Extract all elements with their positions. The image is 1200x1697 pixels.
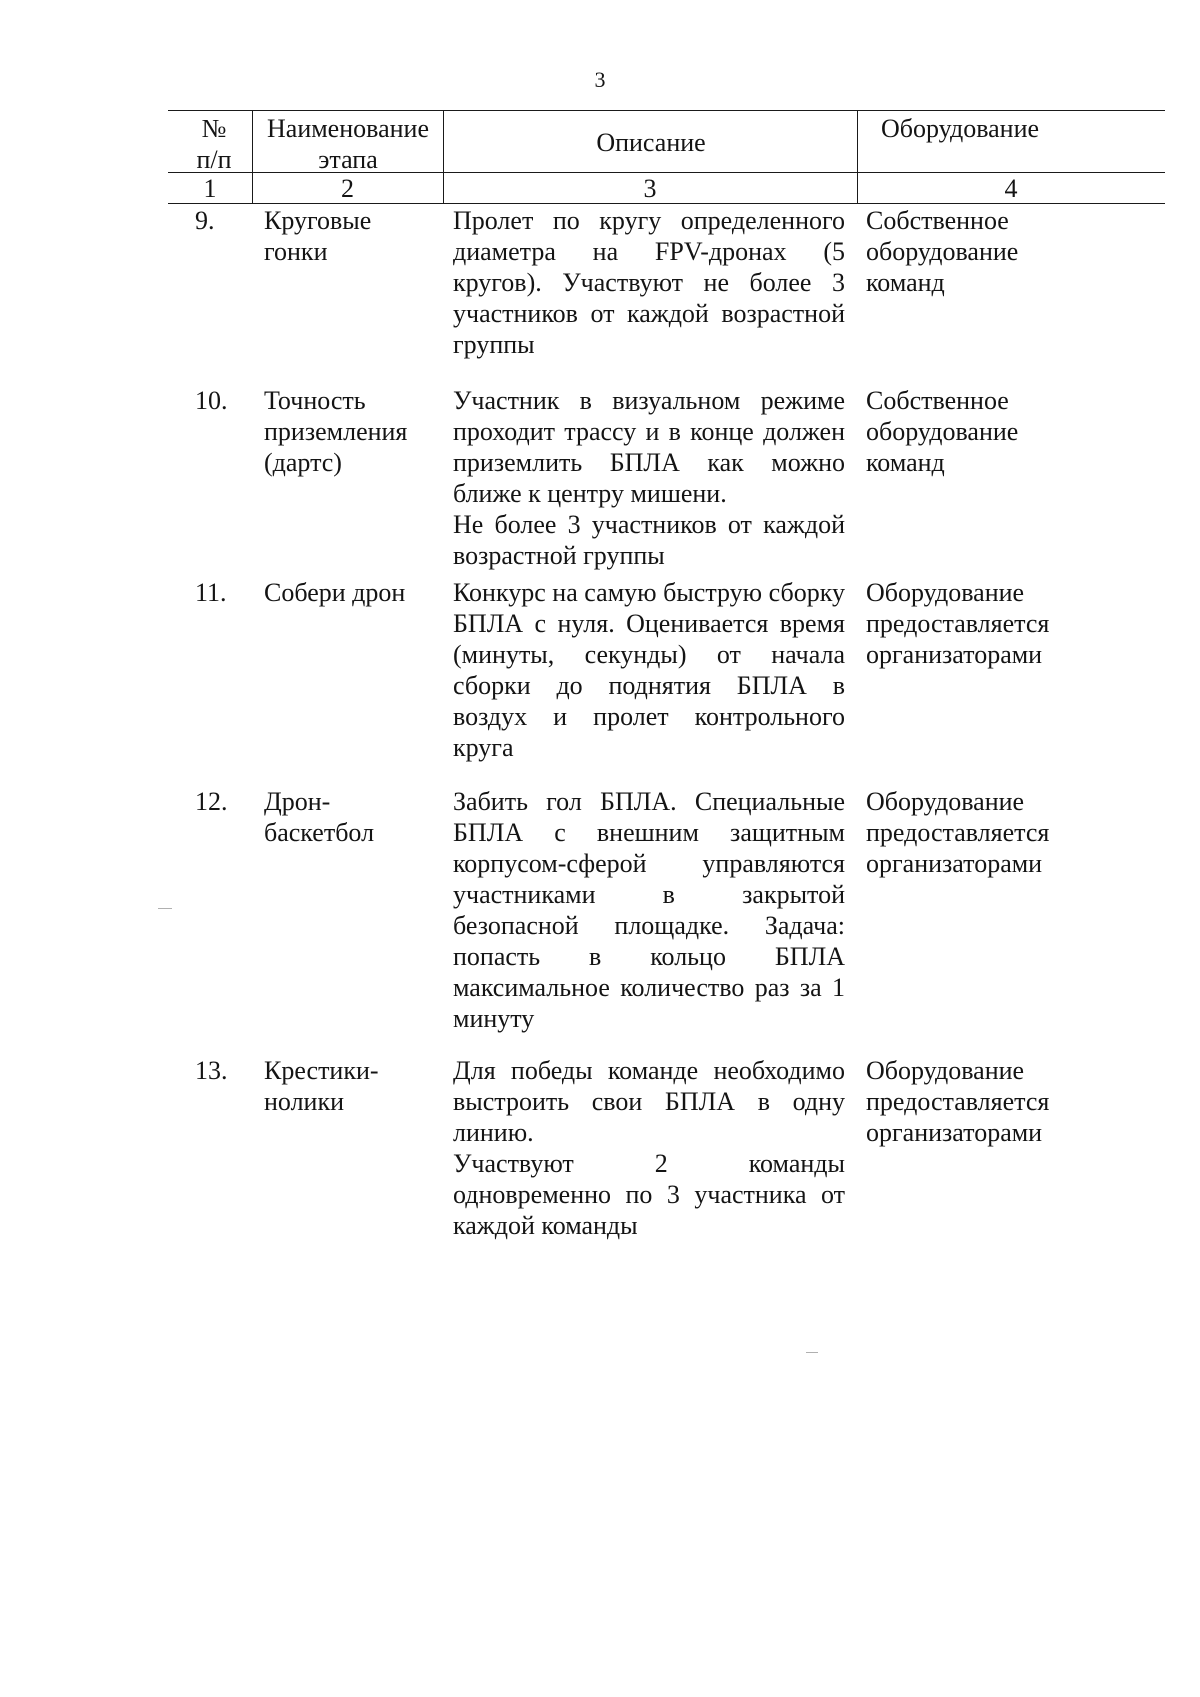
row-12-stage: Дрон-баскетбол (264, 787, 375, 847)
row-9-description (453, 205, 845, 360)
row-9-description-paragraph-1: Пролет по кругу определенного диаметра на FPV-дронах (5 кругов). Участвуют не более 3 участников от каждой возрастной группы (453, 206, 845, 359)
row-11-description-paragraph-1: Конкурс на самую быструю сборку БПЛА с нуля. Оценивается время (минуты, секунды) от начала сборки до поднятия БПЛА в воздух и пролет контрольного круга (453, 578, 845, 762)
row-10-equipment: Собственное оборудование команд (866, 386, 1019, 477)
header-description: Описание (596, 128, 706, 157)
row-12-description (453, 786, 845, 1034)
row-11-stage: Собери дрон (264, 578, 406, 607)
column-number-3: 3 (643, 174, 657, 203)
header-stage: Наименование этапа (267, 114, 429, 174)
row-10-description-paragraph-1: Участник в визуальном режиме проходит трассу и в конце должен приземлить БПЛА как можно ближе к центру мишени. (453, 386, 845, 508)
row-13-stage: Крестики-нолики (264, 1056, 379, 1116)
scan-mark-left (158, 908, 172, 909)
row-10-description (453, 385, 845, 571)
row-10-stage: Точность приземления (дартс) (264, 386, 408, 477)
header-equipment: Оборудование (880, 114, 1040, 143)
row-11-equipment: Оборудование предоставляется организаторами (866, 578, 1050, 669)
row-12-number: 12. (195, 787, 228, 816)
row-9-stage: Круговые гонки (264, 206, 372, 266)
row-13-description (453, 1055, 845, 1241)
column-number-1: 1 (203, 174, 217, 203)
row-13-description-paragraph-1: Для победы команде необходимо выстроить свои БПЛА в одну линию. (453, 1056, 845, 1147)
row-12-equipment: Оборудование предоставляется организаторами (866, 787, 1050, 878)
scan-mark-right (806, 1352, 818, 1353)
row-12-description-paragraph-1: Забить гол БПЛА. Специальные БПЛА с внешним защитным корпусом-сферой управляются участниками в закрытой безопасной площадке. Задача: попасть в кольцо БПЛА максимальное количество раз за 1 минуту (453, 787, 845, 1033)
row-13-number: 13. (195, 1056, 228, 1085)
table-top-border (168, 110, 1165, 111)
row-13-equipment: Оборудование предоставляется организаторами (866, 1056, 1050, 1147)
row-13-description-paragraph-2: Участвуют 2 команды одновременно по 3 участника от каждой команды (453, 1149, 845, 1240)
column-number-2: 2 (341, 174, 354, 203)
row-10-description-paragraph-2: Не более 3 участников от каждой возрастной группы (453, 510, 845, 570)
row-9-equipment: Собственное оборудование команд (866, 206, 1019, 297)
header-num: № п/п (196, 114, 232, 174)
row-11-number: 11. (195, 578, 227, 607)
row-9-number: 9. (195, 206, 215, 235)
row-11-description (453, 577, 845, 763)
row-10-number: 10. (195, 386, 228, 415)
column-number-4: 4 (1004, 174, 1018, 203)
page-number: 3 (594, 67, 606, 92)
